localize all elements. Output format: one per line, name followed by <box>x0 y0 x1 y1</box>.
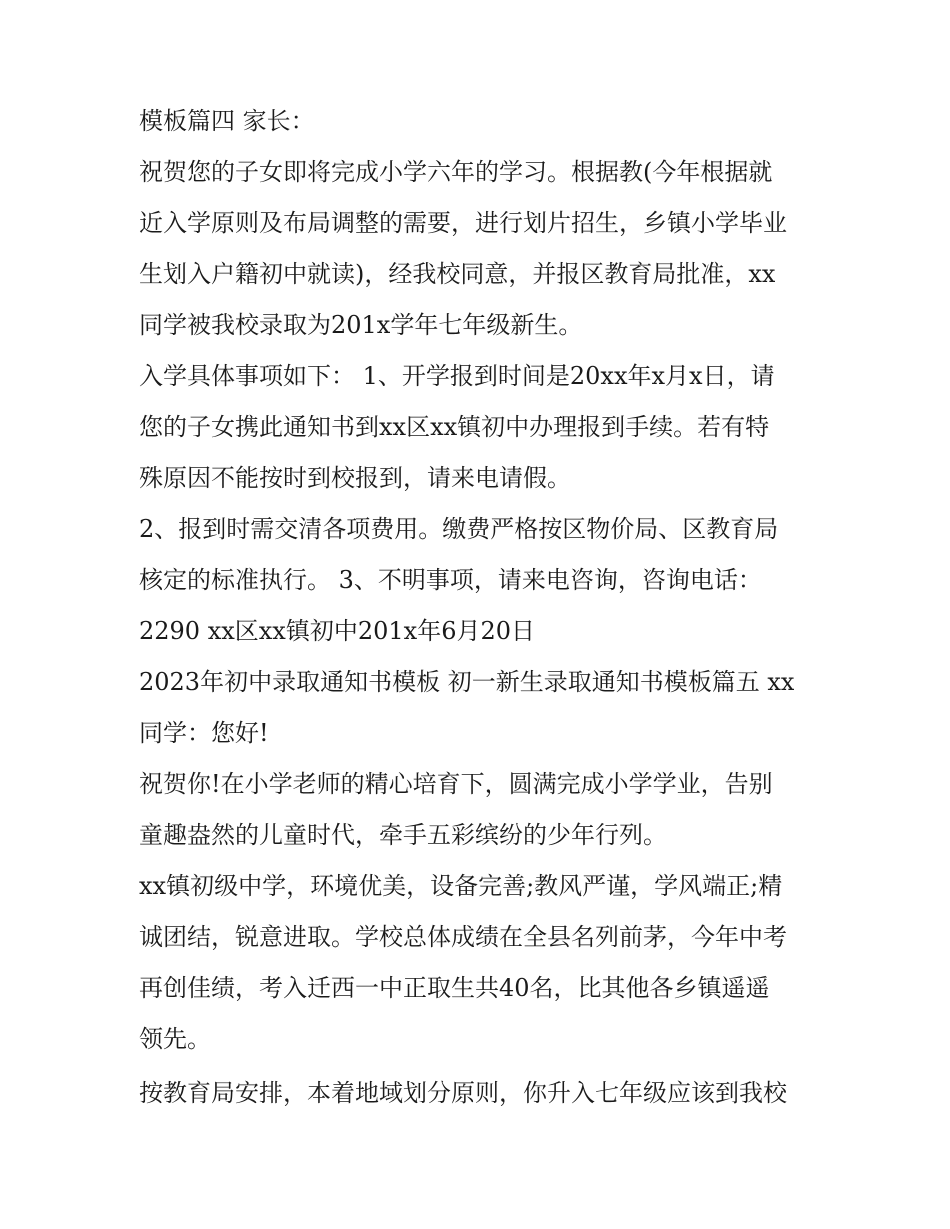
text-line: 入学具体事项如下： 1、开学报到时间是20xx年x月x日，请 <box>139 363 775 389</box>
text-line: 近入学原则及布局调整的需要，进行划片招生，乡镇小学毕业 <box>139 210 787 236</box>
text-line: 诚团结，锐意进取。学校总体成绩在全县名列前茅，今年中考 <box>139 924 787 950</box>
text-line: 殊原因不能按时到校报到，请来电请假。 <box>139 465 571 491</box>
text-line: 领先。 <box>139 1026 211 1052</box>
text-line: 祝贺您的子女即将完成小学六年的学习。根据教(今年根据就 <box>139 159 773 185</box>
text-line: xx镇初级中学，环境优美，设备完善;教风严谨，学风端正;精 <box>139 873 783 899</box>
text-line: 再创佳绩，考入迁西一中正取生共40名，比其他各乡镇遥遥 <box>139 975 770 1001</box>
text-line: 2、报到时需交清各项费用。缴费严格按区物价局、区教育局 <box>139 516 779 542</box>
text-line: 您的子女携此通知书到xx区xx镇初中办理报到手续。若有特 <box>139 414 770 440</box>
text-line: 按教育局安排，本着地域划分原则，你升入七年级应该到我校 <box>139 1080 787 1106</box>
text-line: 2023年初中录取通知书模板 初一新生录取通知书模板篇五 xx <box>139 669 795 695</box>
text-line: 模板篇四 家长： <box>139 108 315 134</box>
text-line: 核定的标准执行。 3、不明事项，请来电咨询，咨询电话： <box>139 567 762 593</box>
text-line: 童趣盎然的儿童时代，牵手五彩缤纷的少年行列。 <box>139 822 667 848</box>
text-line: 祝贺你!在小学老师的精心培育下，圆满完成小学学业，告别 <box>139 771 773 797</box>
text-line: 2290 xx区xx镇初中201x年6月20日 <box>139 618 535 644</box>
text-line: 生划入户籍初中就读)，经我校同意，并报区教育局批准，xx <box>139 261 776 287</box>
text-line: 同学被我校录取为201x学年七年级新生。 <box>139 312 583 338</box>
text-line: 同学：您好! <box>139 720 269 746</box>
